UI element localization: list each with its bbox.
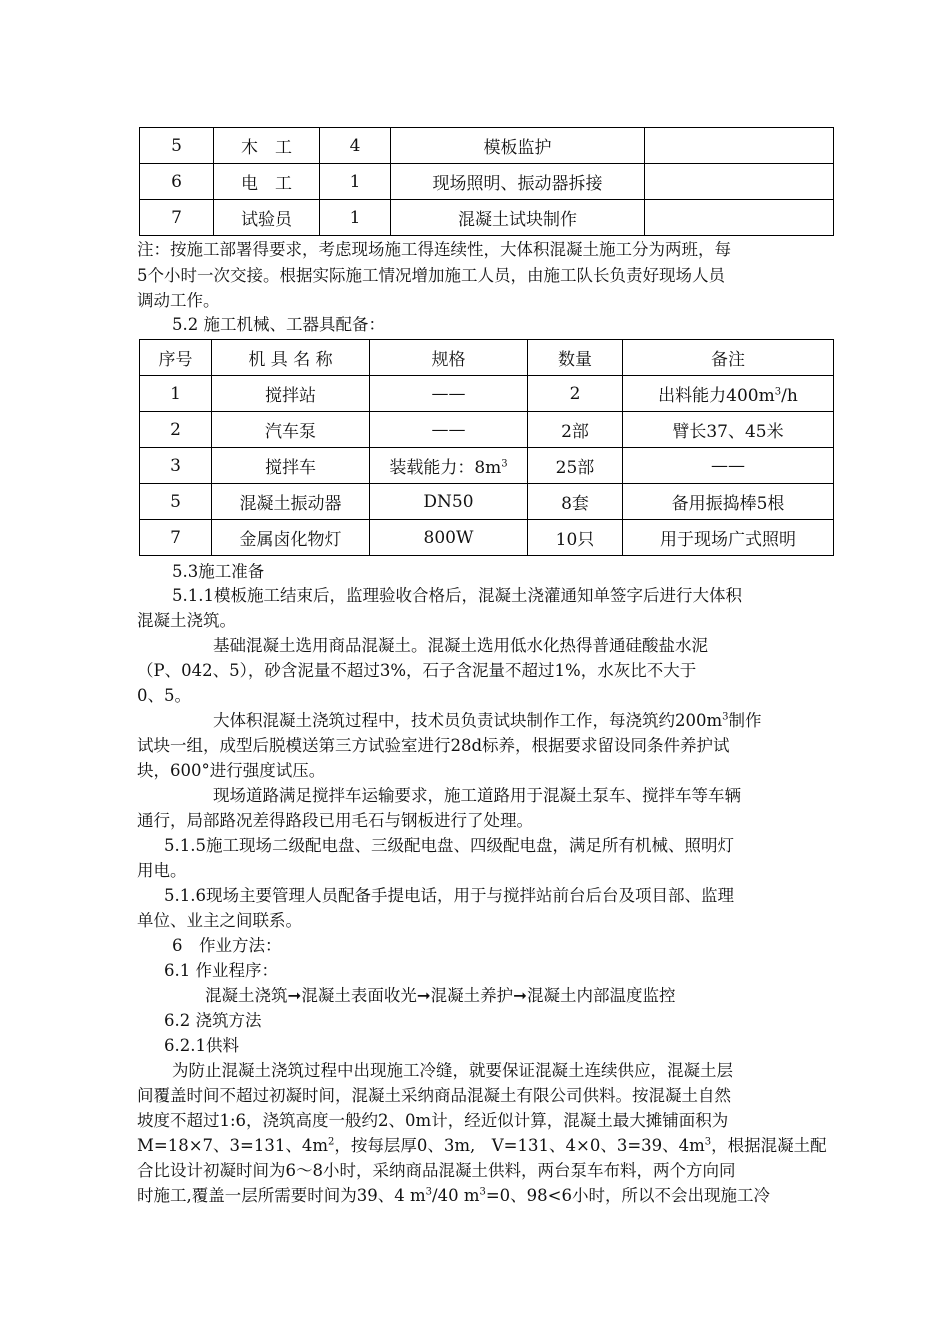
superscript: 2 <box>328 1136 335 1148</box>
cell-spec <box>370 448 528 484</box>
cell-qty: 8套 <box>528 484 623 520</box>
section-6-1-heading: 6.1 作业程序： <box>164 961 278 980</box>
section-5-3-heading: 5.3施工准备 <box>172 562 265 581</box>
para-621-line-5: 合比设计初凝时间为6～8小时，采纳商品混凝土供料，两台泵车布料，两个方向同 <box>137 1161 736 1180</box>
table-row <box>140 448 834 484</box>
cell-remark <box>645 200 834 236</box>
para-621-line-6 <box>137 1185 770 1207</box>
arrow-right-icon: ➞ <box>287 986 302 1005</box>
header-no: 序号 <box>140 340 212 376</box>
table-row <box>140 128 834 164</box>
note-line-3: 调动工作。 <box>137 291 220 310</box>
para-511-line-2: 混凝土浇筑。 <box>137 611 236 630</box>
para-621-text: ，根据混凝土配 <box>711 1136 827 1155</box>
para-516-line-1: 5.1.6现场主要管理人员配备手提电话，用于与搅拌站前台后台及项目部、监理 <box>164 886 734 905</box>
cell-name: 混凝土振动器 <box>212 484 370 520</box>
para-621-line-1: 为防止混凝土浇筑过程中出现施工冷缝，就要保证混凝土连续供应，混凝土层 <box>172 1061 733 1080</box>
cell-remark: 备用振捣棒5根 <box>623 484 834 520</box>
cell-name: 汽车泵 <box>212 412 370 448</box>
section-6-2-1-heading: 6.2.1供料 <box>164 1036 239 1055</box>
superscript: 3 <box>704 1136 712 1148</box>
procedure-flow <box>205 985 675 1007</box>
cell-qty: 10只 <box>528 520 623 556</box>
table-row <box>140 412 834 448</box>
header-remark: 备注 <box>623 340 834 376</box>
cell-no: 7 <box>140 200 214 236</box>
cell-no: 5 <box>140 484 212 520</box>
table-row <box>140 200 834 236</box>
para-621-line-3: 坡度不超过1:6，浇筑高度一般约2、0m计，经近似计算，混凝土最大摊铺面积为 <box>137 1111 729 1130</box>
header-spec: 规格 <box>370 340 528 376</box>
cell-spec: —— <box>370 412 528 448</box>
para-621-text: M=18×7、3=131、4m <box>137 1136 328 1155</box>
cell-remark: —— <box>623 448 834 484</box>
section-6-2-heading: 6.2 浇筑方法 <box>164 1011 262 1030</box>
cell-name: 搅拌站 <box>212 376 370 412</box>
header-name: 机 具 名 称 <box>212 340 370 376</box>
header-qty: 数量 <box>528 340 623 376</box>
cell-remark: 臂长37、45米 <box>623 412 834 448</box>
cell-remark <box>645 164 834 200</box>
note-line-1: 注：按施工部署得要求，考虑现场施工得连续性，大体积混凝土施工分为两班，每 <box>137 240 731 259</box>
table-row <box>140 484 834 520</box>
table-row <box>140 520 834 556</box>
section-5-2-heading: 5.2 施工机械、工器具配备： <box>172 315 385 334</box>
equipment-table <box>139 339 834 556</box>
cell-duty: 现场照明、振动器拆接 <box>391 164 645 200</box>
cell-qty: 2部 <box>528 412 623 448</box>
note-line-2: 5个小时一次交接。根据实际施工情况增加施工人员，由施工队长负责好现场人员 <box>137 266 725 285</box>
staff-table <box>139 127 834 236</box>
cell-no: 7 <box>140 520 212 556</box>
cell-remark <box>645 128 834 164</box>
procedure-step: 混凝土内部温度监控 <box>526 986 676 1005</box>
superscript: 3 <box>722 711 729 723</box>
cell-qty: 2 <box>528 376 623 412</box>
cell-duty: 混凝土试块制作 <box>391 200 645 236</box>
para-515-line-1: 5.1.5施工现场二级配电盘、三级配电盘、四级配电盘，满足所有机械、照明灯 <box>164 836 734 855</box>
para-514-line-2: 通行，局部路况差得路段已用毛石与钢板进行了处理。 <box>137 811 533 830</box>
arrow-right-icon: ➞ <box>513 986 527 1005</box>
procedure-step: 混凝土养护 <box>430 986 514 1005</box>
cell-trade: 木 工 <box>214 128 320 164</box>
para-514-line-1: 现场道路满足搅拌车运输要求，施工道路用于混凝土泵车、搅拌车等车辆 <box>213 786 741 805</box>
para-512-line-2: （P、042、5），砂含泥量不超过3%，石子含泥量不超过1%，水灰比不大于 <box>137 661 697 680</box>
para-512-line-1: 基础混凝土选用商品混凝土。混凝土选用低水化热得普通硅酸盐水泥 <box>213 636 708 655</box>
cell-spec: DN50 <box>370 484 528 520</box>
para-621-text: /40 m <box>432 1186 480 1205</box>
cell-spec: —— <box>370 376 528 412</box>
table-header-row <box>140 340 834 376</box>
procedure-step: 混凝土表面收光 <box>301 986 417 1005</box>
cell-count: 1 <box>320 200 391 236</box>
table-row <box>140 164 834 200</box>
para-513-line-3: 块，600°进行强度试压。 <box>137 761 326 780</box>
remark-text: 出料能力400m <box>658 386 775 406</box>
para-621-line-2: 间覆盖时间不超过初凝时间，混凝土采纳商品混凝土有限公司供料。按混凝土自然 <box>137 1086 731 1105</box>
para-513-text: 大体积混凝土浇筑过程中，技术员负责试块制作工作，每浇筑约200m <box>213 711 723 730</box>
cell-no: 1 <box>140 376 212 412</box>
cell-duty: 模板监护 <box>391 128 645 164</box>
cell-name: 金属卤化物灯 <box>212 520 370 556</box>
cell-remark <box>623 376 834 412</box>
cell-trade: 试验员 <box>214 200 320 236</box>
para-513-line-1 <box>213 710 762 732</box>
arrow-right-icon: ➞ <box>416 986 431 1005</box>
para-621-line-4 <box>137 1135 827 1157</box>
procedure-step: 混凝土浇筑 <box>205 986 288 1005</box>
para-511-line-1: 5.1.1模板施工结束后，监理验收合格后，混凝土浇灌通知单签字后进行大体积 <box>172 586 742 605</box>
cell-name: 搅拌车 <box>212 448 370 484</box>
superscript: 3 <box>774 386 782 398</box>
remark-unit: /h <box>781 386 798 406</box>
section-6-heading: 6 作业方法： <box>172 936 282 955</box>
cell-spec: 800W <box>370 520 528 556</box>
para-621-text: 时施工,覆盖一层所需要时间为39、4 m <box>137 1186 426 1205</box>
para-513-line-2: 试块一组，成型后脱模送第三方试验室进行28d标养，根据要求留设同条件养护试 <box>137 736 730 755</box>
para-515-line-2: 用电。 <box>137 861 187 880</box>
cell-no: 6 <box>140 164 214 200</box>
cell-no: 3 <box>140 448 212 484</box>
para-512-line-3: 0、5。 <box>137 686 191 705</box>
cell-count: 1 <box>320 164 391 200</box>
cell-no: 2 <box>140 412 212 448</box>
para-621-text: =0、98<6小时，所以不会出现施工冷 <box>485 1186 770 1205</box>
cell-qty: 25部 <box>528 448 623 484</box>
para-513-text-end: 制作 <box>728 711 762 730</box>
para-621-text: ，按每层厚0、3m, V=131、4×0、3=39、4m <box>334 1136 705 1155</box>
superscript: 3 <box>425 1186 433 1198</box>
cell-trade: 电 工 <box>214 164 320 200</box>
table-row <box>140 376 834 412</box>
superscript: 3 <box>479 1186 486 1198</box>
superscript: 3 <box>501 458 508 470</box>
cell-no: 5 <box>140 128 214 164</box>
para-516-line-2: 单位、业主之间联系。 <box>137 911 302 930</box>
spec-text: 装载能力：8m <box>389 458 502 478</box>
cell-remark: 用于现场广式照明 <box>623 520 834 556</box>
cell-count: 4 <box>320 128 391 164</box>
